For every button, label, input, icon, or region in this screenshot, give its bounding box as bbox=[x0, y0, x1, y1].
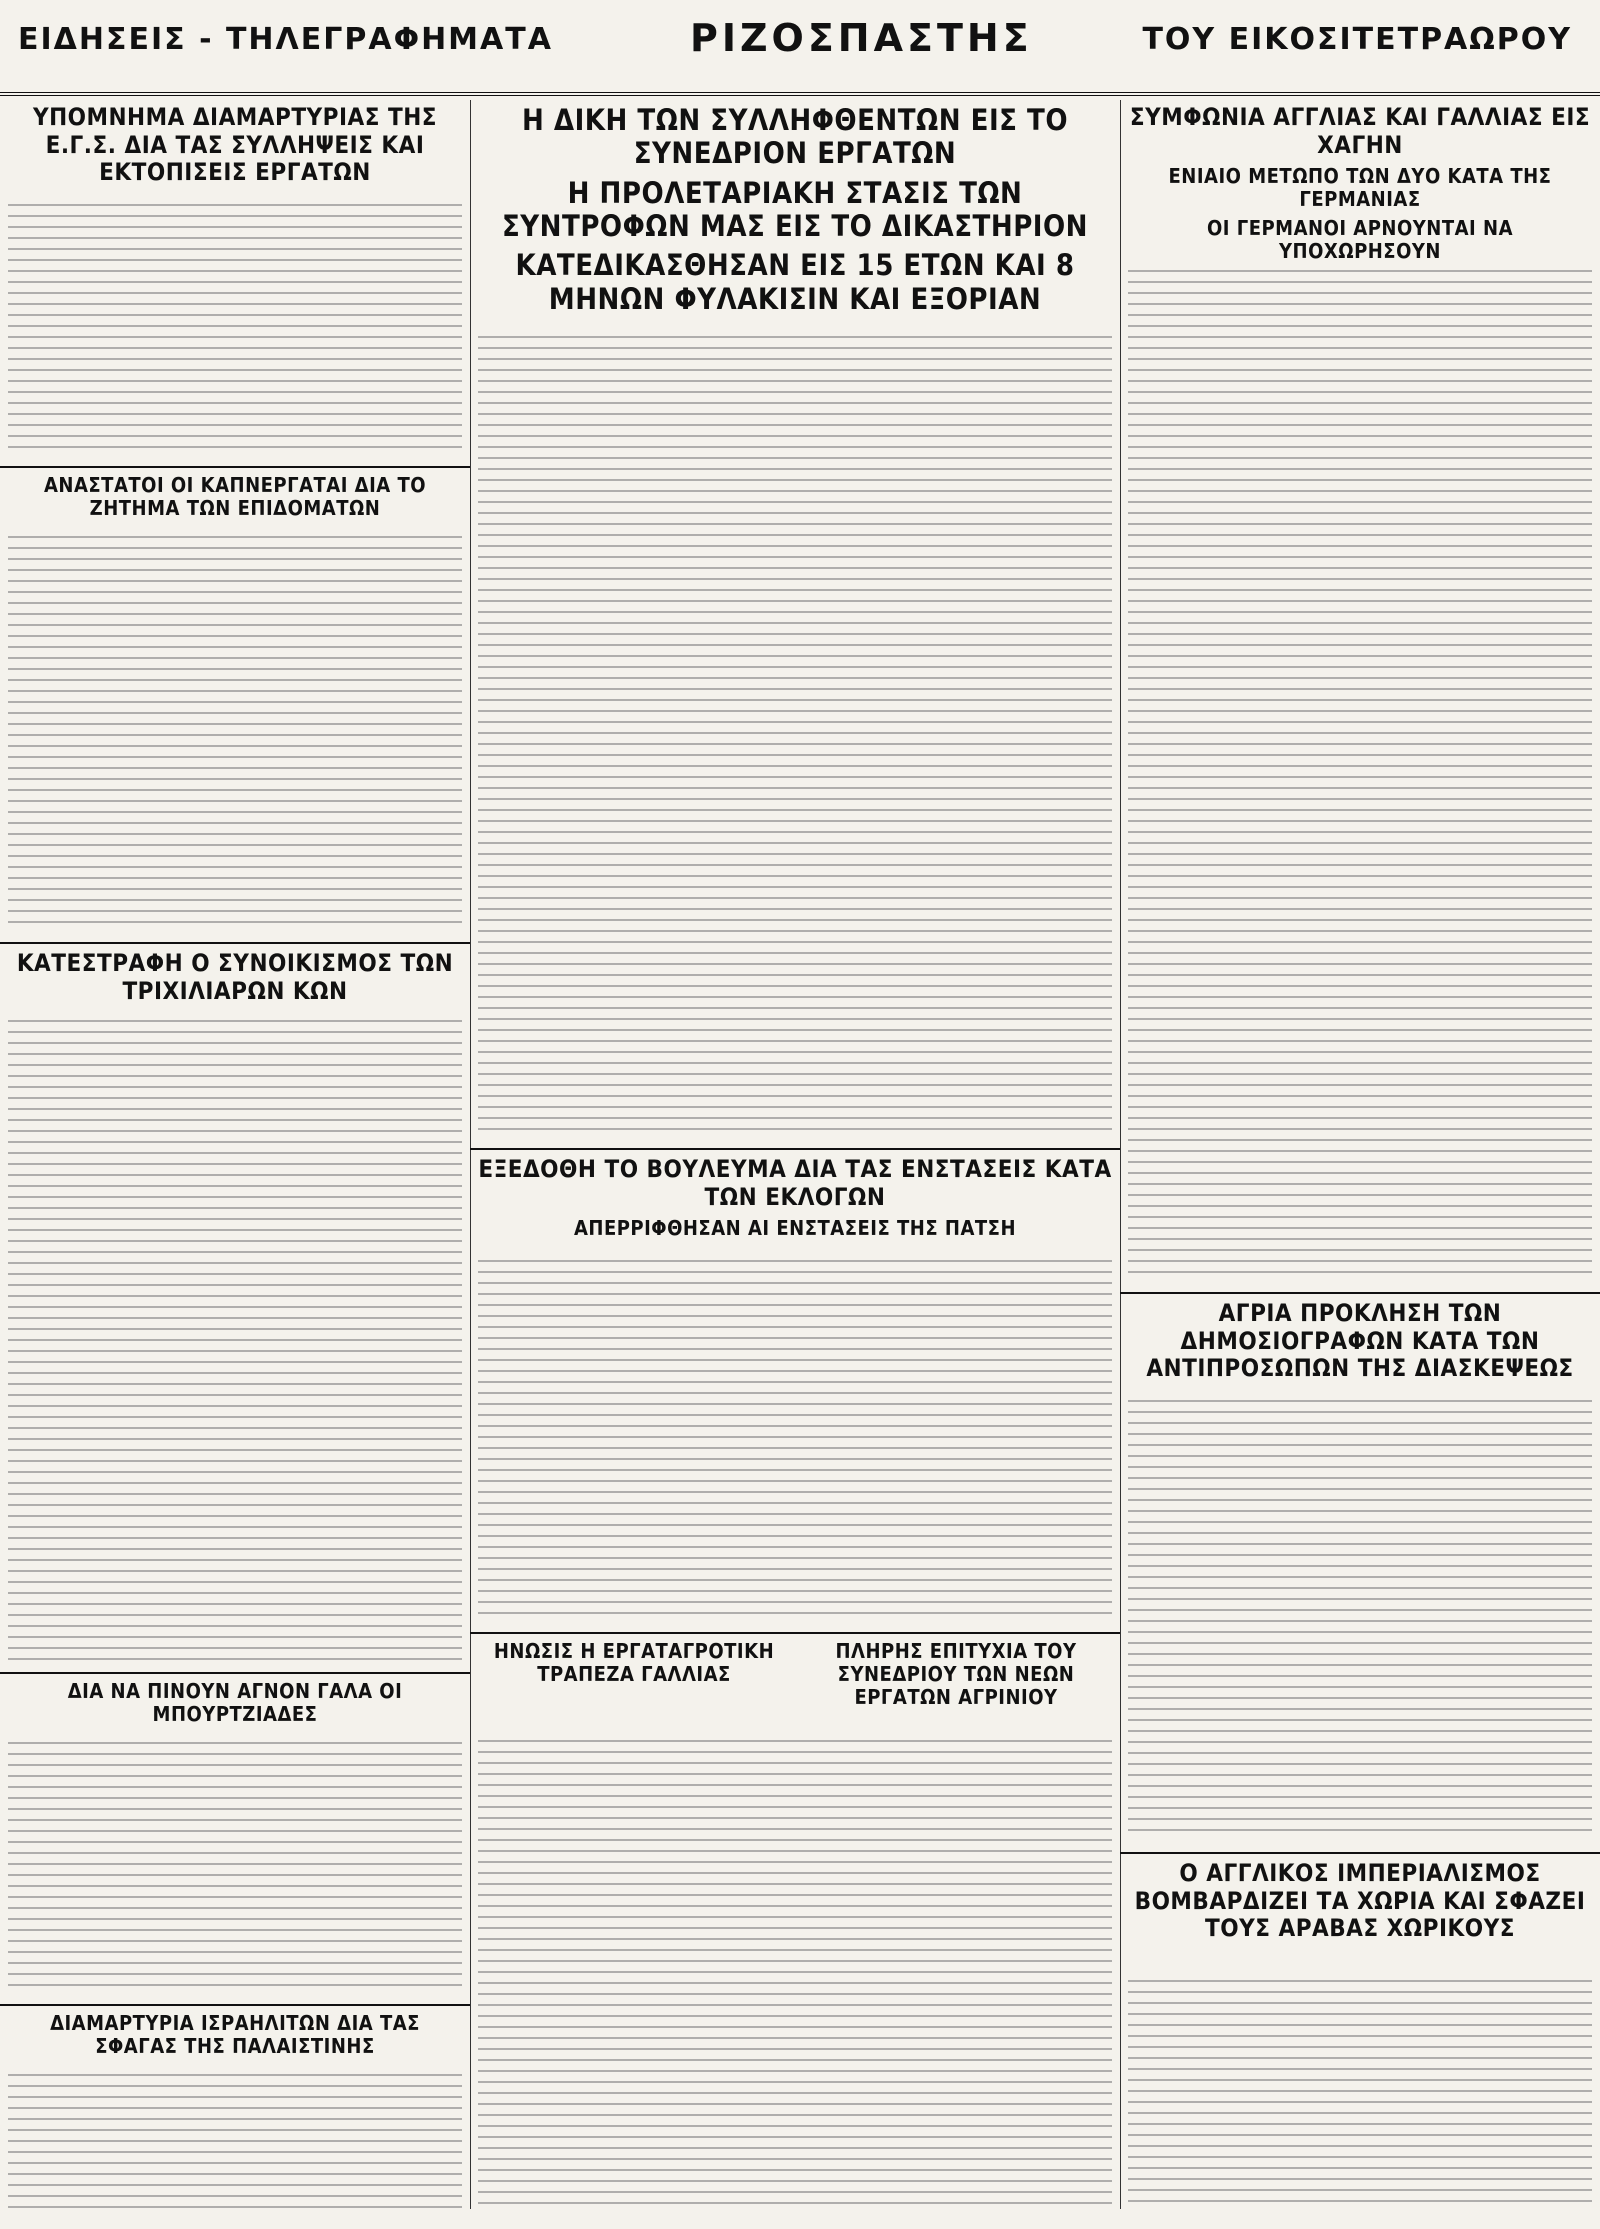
headline-milk: ΔΙΑ ΝΑ ΠΙΝΟΥΝ ΑΓΝΟΝ ΓΑΛΑ ΟΙ ΜΠΟΥΡΤΖΙΑΔΕΣ bbox=[67, 1679, 403, 1726]
article-text bbox=[478, 1740, 1112, 2209]
article-text bbox=[1128, 1400, 1592, 1840]
headline-agreement: ΣΥΜΦΩΝΙΑ ΑΓΓΛΙΑΣ ΚΑΙ ΓΑΛΛΙΑΣ ΕΙΣ ΧΑΓΗΝ bbox=[1129, 103, 1591, 159]
headline-election-objections: ΕΞΕΔΟΘΗ ΤΟ ΒΟΥΛΕΥΜΑ ΔΙΑ ΤΑΣ ΕΝΣΤΑΣΕΙΣ ΚΑΤΑ ΤΩΝ ΕΚΛΟΓΩΝ bbox=[478, 1155, 1112, 1211]
divider bbox=[0, 466, 470, 468]
article-text bbox=[8, 2074, 462, 2209]
lead-headline-2: Η ΠΡΟΛΕΤΑΡΙΑΚΗ ΣΤΑΣΙΣ ΤΩΝ ΣΥΝΤΡΟΦΩΝ ΜΑΣ ΕΙΣ ΤΟ ΔΙΚΑΣΤΗΡΙΟΝ bbox=[501, 175, 1089, 244]
article-text bbox=[8, 536, 462, 932]
headline-tobacco-workers: ΑΝΑΣΤΑΤΟΙ ΟΙ ΚΑΠΝΕΡΓΑΤΑΙ ΔΙΑ ΤΟ ΖΗΤΗΜΑ ΤΩΝ ΕΠΙΔΟΜΑΤΩΝ bbox=[43, 473, 427, 520]
section-title-left: ΕΙΔΗΣΕΙΣ - ΤΗΛΕΓΡΑΦΗΜΑΤΑ bbox=[18, 22, 553, 57]
section-title-right: ΤΟΥ ΕΙΚΟΣΙΤΕΤΡΑΩΡΟΥ bbox=[1142, 22, 1572, 57]
article-text bbox=[478, 336, 1112, 1136]
headline-journalists: ΑΓΡΙΑ ΠΡΟΚΛΗΣΗ ΤΩΝ ΔΗΜΟΣΙΟΓΡΑΦΩΝ ΚΑΤΑ ΤΩΝ ΑΝΤΙΠΡΟΣΩΠΩΝ ΤΗΣ ΔΙΑΣΚΕΨΕΩΣ bbox=[1146, 1299, 1574, 1383]
article-text bbox=[1128, 270, 1592, 1280]
divider bbox=[1120, 1292, 1600, 1294]
article-text bbox=[8, 1020, 462, 1660]
article-text bbox=[478, 1260, 1112, 1620]
lead-headline: Η ΔΙΚΗ ΤΩΝ ΣΥΛΛΗΦΘΕΝΤΩΝ ΕΙΣ ΤΟ ΣΥΝΕΔΡΙΟΝ ΕΡΓΑΤΩΝ bbox=[521, 103, 1069, 171]
headline-protest-palestine: ΔΙΑΜΑΡΤΥΡΙΑ ΙΣΡΑΗΛΙΤΩΝ ΔΙΑ ΤΑΣ ΣΦΑΓΑΣ ΤΗΣ ΠΑΛΑΙΣΤΙΝΗΣ bbox=[50, 2011, 420, 2058]
divider bbox=[470, 1632, 1120, 1634]
column-left bbox=[0, 100, 471, 2209]
newspaper-name: ΡΙΖΟΣΠΑΣΤΗΣ bbox=[690, 16, 1033, 60]
article-text bbox=[8, 1742, 462, 1992]
headline-united-front: ΕΝΙΑΙΟ ΜΕΤΩΠΟ ΤΩΝ ΔΥΟ ΚΑΤΑ ΤΗΣ ΓΕΡΜΑΝΙΑΣ bbox=[1168, 164, 1552, 212]
column-center bbox=[470, 100, 1121, 2209]
divider bbox=[0, 942, 470, 944]
headline-agrinio-congress: ΠΛΗΡΗΣ ΕΠΙΤΥΧΙΑ ΤΟΥ ΣΥΝΕΔΡΙΟΥ ΤΩΝ ΝΕΩΝ ΕΡΓΑΤΩΝ ΑΓΡΙΝΙΟΥ bbox=[835, 1639, 1077, 1709]
divider bbox=[0, 2004, 470, 2006]
article-text bbox=[1128, 1980, 1592, 2209]
article-text bbox=[8, 204, 462, 454]
divider bbox=[1120, 1852, 1600, 1854]
headline-germans-refuse: ΟΙ ΓΕΡΜΑΝΟΙ ΑΡΝΟΥΝΤΑΙ ΝΑ ΥΠΟΧΩΡΗΣΟΥΝ bbox=[1206, 216, 1513, 264]
divider bbox=[0, 1672, 470, 1674]
headline-british-imperialism: Ο ΑΓΓΛΙΚΟΣ ΙΜΠΕΡΙΑΛΙΣΜΟΣ ΒΟΜΒΑΡΔΙΖΕΙ ΤΑ ΧΩΡΙΑ ΚΑΙ ΣΦΑΖΕΙ ΤΟΥΣ ΑΡΑΒΑΣ ΧΩΡΙΚΟΥΣ bbox=[1134, 1859, 1586, 1943]
lead-headline-3: ΚΑΤΕΔΙΚΑΣΘΗΣΑΝ ΕΙΣ 15 ΕΤΩΝ ΚΑΙ 8 ΜΗΝΩΝ ΦΥΛΑΚΙΣΙΝ ΚΑΙ ΕΞΟΡΙΑΝ bbox=[515, 248, 1075, 316]
headline-memorandum: ΥΠΟΜΝΗΜΑ ΔΙΑΜΑΡΤΥΡΙΑΣ ΤΗΣ Ε.Γ.Σ. ΔΙΑ ΤΑΣ ΣΥΛΛΗΨΕΙΣ ΚΑΙ ΕΚΤΟΠΙΣΕΙΣ ΕΡΓΑΤΩΝ bbox=[32, 103, 438, 187]
headline-objections-rejected: ΑΠΕΡΡΙΦΘΗΣΑΝ ΑΙ ΕΝΣΤΑΣΕΙΣ ΤΗΣ ΠΑΤΣΗ bbox=[573, 1216, 1017, 1241]
headline-settlement-destroyed: ΚΑΤΕΣΤΡΑΦΗ Ο ΣΥΝΟΙΚΙΣΜΟΣ ΤΩΝ ΤΡΙΧΙΛΙΑΡΩΝ ΚΩΝ bbox=[16, 949, 454, 1005]
divider bbox=[470, 1148, 1120, 1150]
headline-bank-france: ΗΝΩΣΙΣ Η ΕΡΓΑΤΑΓΡΟΤΙΚΗ ΤΡΑΠΕΖΑ ΓΑΛΛΙΑΣ bbox=[493, 1639, 775, 1686]
column-right bbox=[1120, 100, 1600, 2209]
masthead bbox=[0, 0, 1600, 96]
